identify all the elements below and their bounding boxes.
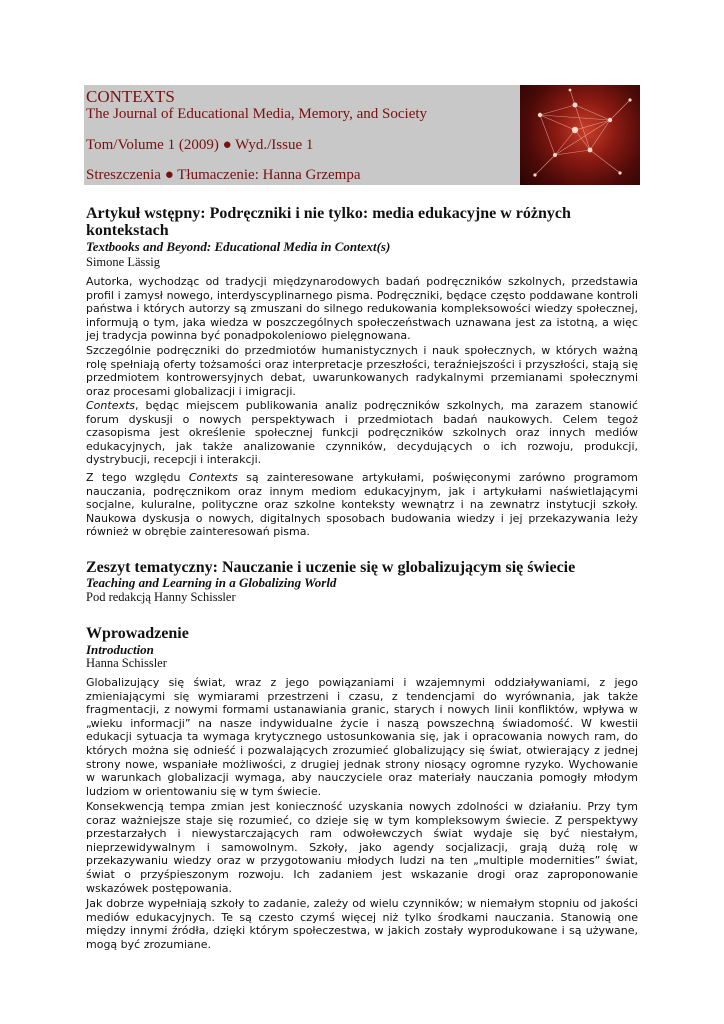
journal-subtitle: The Journal of Educational Media, Memory, and Society bbox=[86, 106, 428, 122]
article1-paragraph-4-text: są zainteresowane artykułami, poświęconymi zarówno programom nauczania, podręcznikom oraz innym mediom edukacyjnym, jak i artykułami naświetlającymi socjalne, kuluralne, polityczne oraz szkolne konteksty wewnątrz i na zewnatrz instytucji szkoły. Naukowa dyskusja o nowych, digitalnych sposobach budowania wiedzy i jej przekazywania leży również w obrębie zainteresowań pisma. bbox=[86, 471, 638, 539]
intro-author: Hanna Schissler bbox=[86, 656, 167, 670]
issue-editor: Pod redakcją Hanny Schissler bbox=[86, 590, 236, 604]
volume-issue: Tom/Volume 1 (2009) ● Wyd./Issue 1 bbox=[86, 137, 314, 153]
network-graphic-icon bbox=[520, 85, 640, 185]
journal-name-italic: Contexts bbox=[86, 399, 136, 412]
article1-paragraph-1: Autorka, wychodząc od tradycji międzynarodowych badań podręczników szkolnych, przedstawia profil i zamysł nowego, interdyscyplinarnego pisma. Podręczniki, będące często poddawane kontroli państwa i których autorzy są zmuszani do silnego redukowania kompleksowości wiedzy społecznej, informują o tym, jaka wiedza w poszczególnych społeczeństwach uznawana jest za istotną, a więc jej tradycja powinna być ponadpokoleniowo pielęgnowana. bbox=[86, 275, 638, 343]
abstracts-translation: Streszczenia ● Tłumaczenie: Hanna Grzempa bbox=[86, 167, 361, 183]
article1-paragraph-4-start: Z tego względu bbox=[86, 471, 189, 484]
article1-title: Artykuł wstępny: Podręczniki i nie tylko: media edukacyjne w różnych kontekstach bbox=[86, 205, 571, 239]
issue-subtitle: Teaching and Learning in a Globalizing World bbox=[86, 575, 337, 590]
intro-paragraph-2: Konsekwencją tempa zmian jest konieczność uzyskania nowych zdolności w działaniu. Przy tym coraz ważniejsze staje się rozumieć, co dzieje się w tym kompleksowym świecie. Z perspektywy przestarzałych i niewystarczających ram odwołewczych świat wydaje się być niestałym, nieprzewidywalnym i samowolnym. Szkoły, jako agendy socjalizacji, grają dużą rolę w przekazywaniu wiedzy oraz w przygotowaniu młodych ludzi na ten „multiple modernities” świat, świat o przyśpieszonym rozwoju. Ich zadaniem jest wskazanie drogi oraz zaproponowanie wskazówek postępowania. bbox=[86, 800, 638, 895]
cover-image bbox=[520, 85, 640, 185]
issue-title: Zeszyt tematyczny: Nauczanie i uczenie się w globalizującym się świecie bbox=[86, 559, 576, 576]
article1-paragraph-2: Szczególnie podręczniki do przedmiotów humanistycznych i nauk społecznych, w których ważną rolę spełniają oferty tożsamości oraz interpretacje przeszłości, teraźniejszości i przyszłości, stają się przedmiotem kontrowersyjnych debat, uwarunkowanych radykalnymi przemianami społecznymi oraz procesami globalizacji i imigracji. bbox=[86, 344, 638, 398]
intro-paragraph-1: Globalizujący się świat, wraz z jego powiązaniami i wzajemnymi oddziaływaniami, z jego zmieniającymi się wymiarami przestrzeni i czasu, z tendencjami do wyrównania, jak także fragmentacji, z nowymi formami ustanawiania granic, starych i nowych linii konfliktów, wpływa w „wieku informacji” na nasze indywidualne życie i naszą powszechną świadomość. W kwestii edukacji sytuacja ta wymaga krytycznego ustosunkowania się, jak i opracowania nowych ram, do których można się odnieść i pozwalających zrozumieć globalizujący się świat, otwierający z jednej strony nowe, wspaniałe możliwości, z drugiej jednak strony niosący ogromne ryzyko. Wychowanie w warunkach globalizacji wymaga, aby nauczyciele oraz materiały nauczania pomogły młodym ludziom w orientowaniu się w tym świecie. bbox=[86, 676, 638, 798]
article1-author: Simone Lässig bbox=[86, 255, 160, 269]
intro-title: Wprowadzenie bbox=[86, 625, 189, 642]
journal-title: CONTEXTS bbox=[86, 87, 175, 106]
article1-paragraph-3 bbox=[86, 399, 638, 467]
journal-header bbox=[84, 85, 640, 185]
article1-paragraph-3-text: , będąc miejscem publikowania analiz podręczników szkolnych, ma zarazem stanowić forum dyskusji o nowych perspektywach i przedmiotach badań naukowych. Celem tegoż czasopisma jest określenie społecznej funkcji podręczników szkolnych oraz innych mediów edukacyjnych, jak także analizowanie czynników, decydujących o ich rozwoju, produkcji, dystrybucji, recepcji i interakcji. bbox=[86, 399, 638, 467]
article1-subtitle: Textbooks and Beyond: Educational Media in Context(s) bbox=[86, 239, 391, 254]
intro-paragraph-3: Jak dobrze wypełniają szkoły to zadanie, zależy od wielu czynników; w niemałym stopniu od jakości mediów edukacyjnych. Te są czesto czymś więcej niż tylko środkami nauczania. Stanowią one między innymi źródła, dzięki którym społeczestwa, w jakich zostały wyprodukowane i są używane, mogą być zrozumiane. bbox=[86, 897, 638, 951]
article1-paragraph-4 bbox=[86, 471, 638, 539]
journal-name-italic: Contexts bbox=[188, 471, 238, 484]
intro-subtitle: Introduction bbox=[86, 642, 154, 657]
